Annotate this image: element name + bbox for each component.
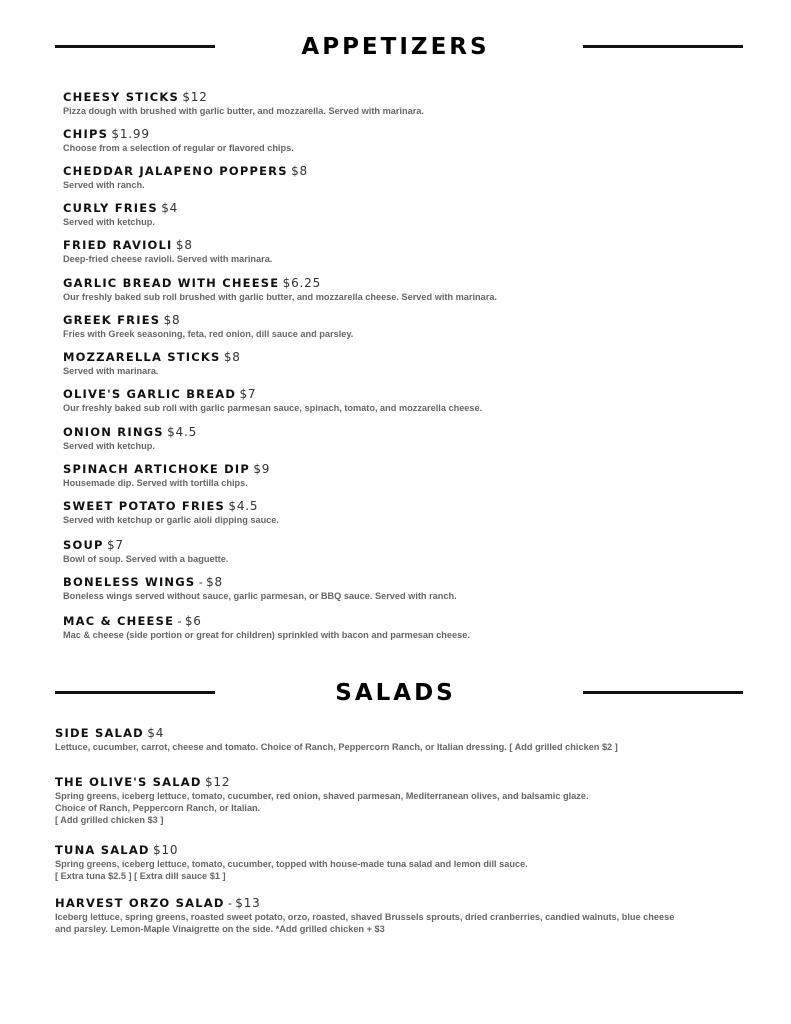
menu-item <box>63 90 763 117</box>
menu-item-name: GREEK FRIES <box>63 313 161 327</box>
menu-item-price: $10 <box>153 843 179 857</box>
menu-item-name: GARLIC BREAD WITH CHEESE <box>63 276 280 290</box>
menu-item-name: CHIPS <box>63 127 109 141</box>
description-line: Fries with Greek seasoning, feta, red onion, dill sauce and parsley. <box>63 329 354 339</box>
menu-item-description <box>63 142 763 154</box>
menu-item-name: MAC & CHEESE <box>63 614 175 628</box>
description-line: Served with ketchup or garlic aioli dipping sauce. <box>63 515 279 525</box>
menu-item-separator: - <box>177 614 182 628</box>
menu-item-price: $8 <box>206 575 223 589</box>
menu-item-description <box>63 514 763 526</box>
description-line: Served with ranch. <box>63 180 145 190</box>
description-line: Our freshly baked sub roll with garlic parmesan sauce, spinach, tomato, and mozzarella cheese. <box>63 403 483 413</box>
menu-item-name: MOZZARELLA STICKS <box>63 350 221 364</box>
description-line: Boneless wings served without sauce, garlic parmesan, or BBQ sauce. Served with ranch. <box>63 591 457 601</box>
menu-item <box>63 575 763 602</box>
menu-item-price: $4.5 <box>228 499 259 513</box>
menu-item-name: SPINACH ARTICHOKE DIP <box>63 462 251 476</box>
menu-item-heading <box>63 201 763 215</box>
menu-item <box>63 127 763 154</box>
menu-item <box>55 896 755 935</box>
menu-item-heading <box>63 538 763 552</box>
description-line: Spring greens, iceberg lettuce, tomato, cucumber, topped with house-made tuna salad and lemon dill sauce. <box>55 859 528 869</box>
menu-item-price: $9 <box>253 462 271 476</box>
menu-item-name: FRIED RAVIOLI <box>63 238 173 252</box>
menu-item-name: CURLY FRIES <box>63 201 158 215</box>
menu-item-description <box>55 858 755 882</box>
menu-item-price: $8 <box>291 164 308 178</box>
menu-item-name: SOUP <box>63 538 104 552</box>
menu-item-price: $8 <box>223 350 241 364</box>
menu-item <box>63 238 763 265</box>
description-line: Lettuce, cucumber, carrot, cheese and tomato. Choice of Ranch, Peppercorn Ranch, or Italian dressing. [ Add grilled chicken $2 ] <box>55 742 618 752</box>
menu-item-description <box>63 440 763 452</box>
menu-item <box>63 313 763 340</box>
salads-header <box>0 673 791 713</box>
description-line: Choice of Ranch, Peppercorn Ranch, or Italian. <box>55 803 261 813</box>
menu-item-description <box>63 291 763 303</box>
menu-item-heading <box>63 614 763 628</box>
menu-item-name: OLIVE'S GARLIC BREAD <box>63 387 237 401</box>
menu-item-heading <box>55 896 755 910</box>
description-line: Served with marinara. <box>63 366 159 376</box>
menu-item-separator: - <box>227 896 232 910</box>
description-line: Deep-fried cheese ravioli. Served with marinara. <box>63 254 273 264</box>
description-line: Served with ketchup. <box>63 217 155 227</box>
menu-item-description <box>63 477 763 489</box>
menu-item-description <box>63 216 763 228</box>
menu-item-price: $7 <box>239 387 257 401</box>
menu-item <box>55 843 755 882</box>
description-line: Bowl of soup. Served with a baguette. <box>63 554 229 564</box>
menu-item-price: $12 <box>204 775 231 789</box>
menu-item-price: $4 <box>161 201 179 215</box>
menu-item-description <box>63 590 763 602</box>
header-rule-right <box>583 691 743 694</box>
menu-item-heading <box>63 164 763 178</box>
menu-item-heading <box>55 843 755 857</box>
description-line: and parsley. Lemon-Maple Vinaigrette on the side. *Add grilled chicken + $3 <box>55 924 385 934</box>
menu-item-separator: - <box>198 575 203 589</box>
menu-item <box>63 499 763 526</box>
menu-item-heading <box>63 276 763 290</box>
description-line: Housemade dip. Served with tortilla chips. <box>63 478 248 488</box>
description-line: [ Extra tuna $2.5 ] [ Extra dill sauce $1 ] <box>55 871 226 881</box>
appetizers-header <box>0 27 791 67</box>
menu-item-description <box>63 402 763 414</box>
menu-item-description <box>55 741 755 753</box>
description-line: Choose from a selection of regular or flavored chips. <box>63 143 294 153</box>
menu-item-price: $6 <box>184 614 202 628</box>
menu-item-name: SWEET POTATO FRIES <box>63 499 226 513</box>
menu-item-heading <box>63 425 763 439</box>
menu-item <box>63 425 763 452</box>
menu-item <box>55 775 755 826</box>
menu-item <box>63 462 763 489</box>
description-line: Served with ketchup. <box>63 441 155 451</box>
menu-item-heading <box>63 127 763 141</box>
menu-item-name: CHEDDAR JALAPENO POPPERS <box>63 164 288 178</box>
menu-item-name: HARVEST ORZO SALAD <box>55 896 225 910</box>
menu-item-description <box>63 253 763 265</box>
menu-item <box>63 276 763 303</box>
menu-item-name: SIDE SALAD <box>55 726 144 740</box>
description-line: [ Add grilled chicken $3 ] <box>55 815 164 825</box>
appetizers-title: APPETIZERS <box>301 34 490 60</box>
menu-item-heading <box>63 575 763 589</box>
menu-item-heading <box>63 313 763 327</box>
description-line: Iceberg lettuce, spring greens, roasted sweet potato, orzo, roasted, shaved Brussels sprouts, dried cranberries, candied walnuts, blue cheese <box>55 912 675 922</box>
menu-item-description <box>63 365 763 377</box>
menu-item-description <box>55 911 755 935</box>
menu-item-heading <box>63 350 763 364</box>
menu-item-name: THE OLIVE'S SALAD <box>55 775 202 789</box>
menu-item <box>63 387 763 414</box>
menu-item-heading <box>63 462 763 476</box>
menu-item-price: $6.25 <box>282 276 322 290</box>
menu-item-price: $7 <box>106 538 124 552</box>
menu-item <box>55 726 755 753</box>
salads-title: SALADS <box>335 680 456 706</box>
menu-item-description <box>63 553 763 565</box>
menu-item-heading <box>63 499 763 513</box>
menu-item-price: $4.5 <box>167 425 198 439</box>
menu-item-price: $13 <box>235 896 261 910</box>
menu-item-heading <box>63 90 763 104</box>
menu-item <box>63 201 763 228</box>
menu-item <box>63 164 763 191</box>
menu-item <box>63 350 763 377</box>
menu-item-heading <box>63 387 763 401</box>
menu-item-name: TUNA SALAD <box>55 843 150 857</box>
menu-item-price: $1.99 <box>111 127 150 141</box>
menu-item-price: $8 <box>175 238 193 252</box>
menu-item-description <box>63 328 763 340</box>
header-rule-right <box>583 45 743 48</box>
menu-item-description <box>63 105 763 117</box>
description-line: Our freshly baked sub roll brushed with garlic butter, and mozzarella cheese. Served with marinara. <box>63 292 497 302</box>
menu-item-name: BONELESS WINGS <box>63 575 196 589</box>
menu-item-price: $12 <box>182 90 208 104</box>
menu-item <box>63 538 763 565</box>
menu-item-price: $4 <box>147 726 165 740</box>
menu-item-heading <box>55 726 755 740</box>
menu-item-name: ONION RINGS <box>63 425 164 439</box>
menu-item-heading <box>63 238 763 252</box>
menu-item-description <box>63 179 763 191</box>
menu-item <box>63 614 763 641</box>
menu-item-description <box>55 790 755 826</box>
menu-item-price: $8 <box>163 313 181 327</box>
menu-item-heading <box>55 775 755 789</box>
menu-item-name: CHEESY STICKS <box>63 90 180 104</box>
description-line: Mac & cheese (side portion or great for children) sprinkled with bacon and parmesan cheese. <box>63 630 470 640</box>
description-line: Pizza dough with brushed with garlic butter, and mozzarella. Served with marinara. <box>63 106 424 116</box>
menu-item-description <box>63 629 763 641</box>
description-line: Spring greens, iceberg lettuce, tomato, cucumber, red onion, shaved parmesan, Mediterranean olives, and balsamic glaze. <box>55 791 589 801</box>
